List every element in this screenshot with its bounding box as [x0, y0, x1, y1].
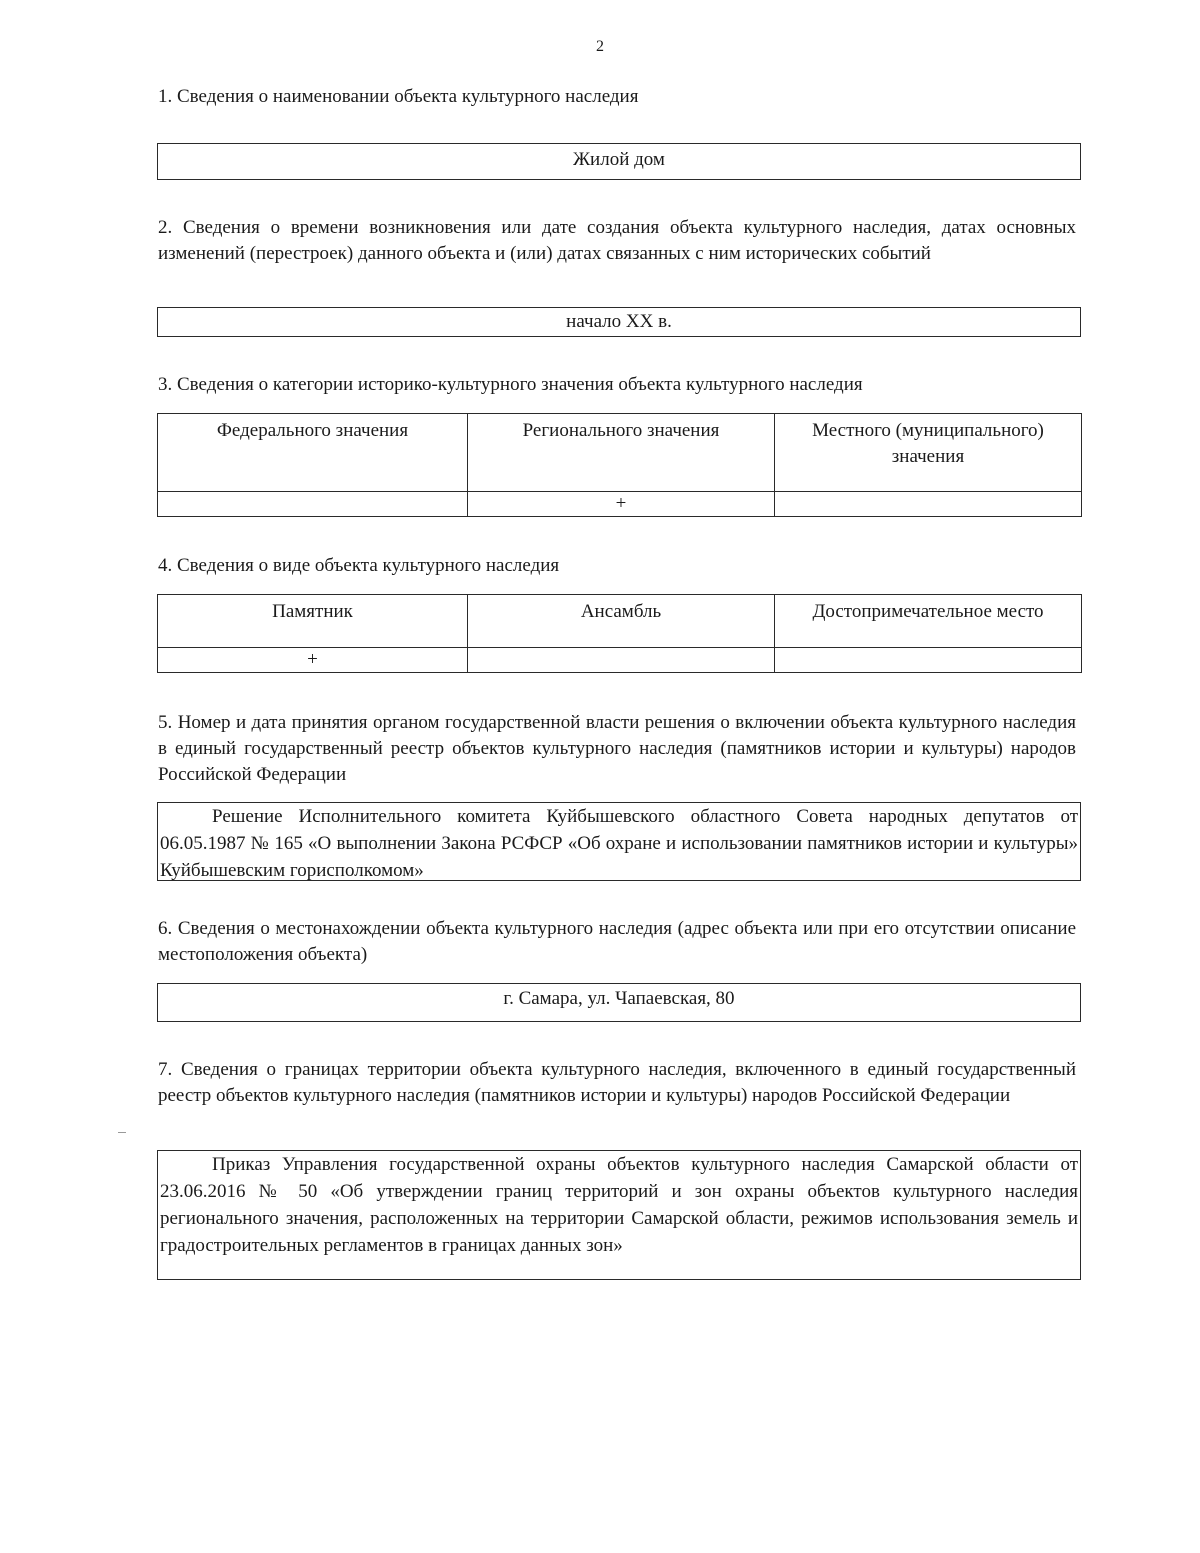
- type-value-ensemble: [468, 648, 775, 673]
- type-value-monument: +: [158, 648, 468, 673]
- type-col-landmark: Достопримечательное место: [775, 595, 1082, 648]
- category-value-regional: +: [468, 492, 775, 517]
- page-number: 2: [596, 38, 604, 55]
- section-6-heading: 6. Сведения о местонахождении объекта культурного наследия (адрес объекта или при его отсутствии описание местоположения объекта): [158, 918, 1076, 965]
- object-name: Жилой дом: [573, 149, 665, 170]
- section-1-heading: 1. Сведения о наименовании объекта культурного наследия: [158, 86, 639, 107]
- section-7-value-box: [157, 1150, 1081, 1280]
- type-col-ensemble: Ансамбль: [468, 595, 775, 648]
- section-2-value-box: [157, 307, 1081, 337]
- section-2-heading: 2. Сведения о времени возникновения или дате создания объекта культурного наследия, датах основных изменений (перестроек) данного объекта и (или) датах связанных с ним исторических событий: [158, 217, 1076, 264]
- category-col-regional: Регионального значения: [468, 414, 775, 492]
- object-address: г. Самара, ул. Чапаевская, 80: [503, 988, 735, 1009]
- type-value-landmark: [775, 648, 1082, 673]
- type-table: [157, 594, 1082, 673]
- section-5-value-box: [157, 802, 1081, 881]
- registry-decision: Решение Исполнительного комитета Куйбышевского областного Совета народных депутатов от 06.05.1987 № 165 «О выполнении Закона РСФСР «Об охране и использовании памятников истории и культуры» Куйбышевским горисполкомом»: [160, 806, 1078, 881]
- section-5-heading: 5. Номер и дата принятия органом государственной власти решения о включении объекта культурного наследия в единый государственный реестр объектов культурного наследия (памятников истории и культуры) народов Российской Федерации: [158, 712, 1076, 785]
- category-value-row: [158, 492, 1082, 517]
- category-value-local: [775, 492, 1082, 517]
- category-header-row: [158, 414, 1082, 492]
- creation-date: начало XX в.: [566, 311, 672, 332]
- type-header-row: [158, 595, 1082, 648]
- section-4-heading: 4. Сведения о виде объекта культурного наследия: [158, 555, 560, 576]
- section-3-heading: 3. Сведения о категории историко-культурного значения объекта культурного наследия: [158, 374, 863, 395]
- category-table: [157, 413, 1082, 517]
- type-col-monument: Памятник: [158, 595, 468, 648]
- category-col-local: Местного (муниципального) значения: [775, 414, 1082, 492]
- section-7-heading: 7. Сведения о границах территории объекта культурного наследия, включенного в единый государственный реестр объектов культурного наследия (памятников истории и культуры) народов Российской Федерации: [158, 1059, 1076, 1106]
- territory-order: Приказ Управления государственной охраны объектов культурного наследия Самарской области от 23.06.2016 № 50 «Об утверждении границ территорий и зон охраны объектов культурного наследия регионального значения, расположенных на территории Самарской области, режимов использования земель и градостроительных регламентов в границах данных зон»: [160, 1154, 1078, 1256]
- category-value-federal: [158, 492, 468, 517]
- category-col-federal: Федерального значения: [158, 414, 468, 492]
- margin-mark: [118, 1132, 126, 1133]
- section-1-value-box: [157, 143, 1081, 180]
- type-value-row: [158, 648, 1082, 673]
- section-6-value-box: [157, 983, 1081, 1022]
